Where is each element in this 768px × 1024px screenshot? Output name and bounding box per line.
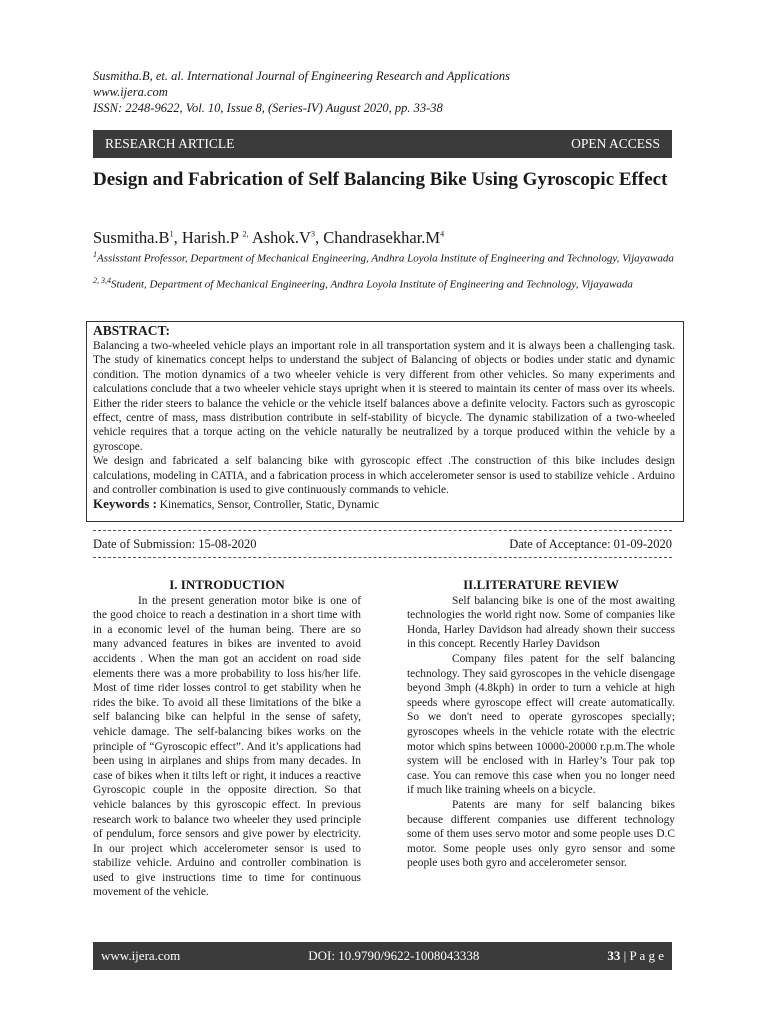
submission-date: Date of Submission: 15-08-2020 — [93, 537, 257, 551]
page-footer — [93, 942, 672, 970]
author-name: Chandrasekhar.M — [323, 228, 441, 247]
author-separator: , — [173, 228, 182, 247]
author-affiliation-mark: 3 — [310, 229, 315, 239]
page-number-value: 33 — [607, 948, 621, 963]
affiliation-mark: 1 — [93, 250, 97, 259]
open-access-label: OPEN ACCESS — [571, 136, 660, 151]
author-separator: , — [314, 228, 324, 247]
dashed-divider — [93, 557, 672, 558]
journal-citation: Susmitha.B, et. al. International Journal of Engineering Research and Applications — [93, 69, 510, 83]
abstract-heading: ABSTRACT: — [93, 323, 171, 338]
literature-review-section — [407, 578, 675, 871]
author-list — [93, 228, 444, 248]
dates-row — [93, 537, 672, 552]
footer-doi: DOI: 10.9790/9622-1008043338 — [308, 948, 480, 963]
dashed-divider — [93, 530, 672, 531]
body-paragraph: Patents are many for self balancing bikes because different companies use different technology some of them uses servo motor and some people uses D.C motor. Some people uses only gyro sensor and some people uses both gyro and accelerometer sensor. — [407, 798, 675, 870]
research-article-label: RESEARCH ARTICLE — [105, 136, 235, 151]
affiliation-text: Assisstant Professor, Department of Mechanical Engineering, Andhra Loyola Institute of Engineering and Technology, Vijayawada — [97, 252, 674, 265]
body-paragraph: Company files patent for the self balancing technology. They said gyroscopes in the vehicle disengage beyond 3mph (4.8kph) in order to turn a vehicle at high speeds where gyroscope effect will create automatically. So we don't need to operate gyroscopes specially; gyroscopes wheels in the vehicle rotate with the electric motor which spins between 10000-20000 r.p.m.The whole system will be enclosed with in Harley’s Tour pak top case. You can remove this case when you no longer need if much like training wheels on a bicycle. — [407, 652, 675, 797]
author-affiliation-mark: 2, — [242, 229, 249, 239]
body-paragraph: Self balancing bike is one of the most awaiting technologies the world right now. Some of companies like Honda, Harley Davidson had already shown their success in this concept. Recently Harley Davidson — [407, 594, 675, 651]
author-name: Ashok.V — [251, 228, 311, 247]
abstract-box — [86, 321, 684, 522]
paper-title: Design and Fabrication of Self Balancing Bike Using Gyroscopic Effect — [93, 169, 668, 190]
section-heading: I. INTRODUCTION — [169, 577, 285, 592]
article-type-banner — [93, 130, 672, 158]
affiliation-text: Student, Department of Mechanical Engineering, Andhra Loyola Institute of Engineering and Technology, Vijayawada — [111, 278, 633, 291]
journal-header — [93, 68, 510, 116]
abstract-paragraph-1: Balancing a two-wheeled vehicle plays an important role in all transportation system and it is always been a challenging task. The study of kinematics concept helps to understand the subject of Balancing of objects or bodies under static and dynamic condition. The motion dynamics of a two wheeler vehicle is very different from other vehicles. So many experiments and calculations conclude that a two wheeler vehicle stays upright when it is steered to maintain its center of mass over its wheels. Either the rider steers to balance the vehicle or the vehicle itself balances above a definite velocity. Factors such as gyroscopic effect, centre of mass, mass distribution contribute in self-stability of bicycle. The dynamic stabilization of a two-wheeled vehicle requires that a torque acting on the vehicle naturally be neutralized by a torque produced within the vehicle by a gyroscope. — [93, 340, 675, 453]
section-heading: II.LITERATURE REVIEW — [463, 577, 619, 592]
journal-issn: ISSN: 2248-9622, Vol. 10, Issue 8, (Series-IV) August 2020, pp. 33-38 — [93, 101, 443, 115]
keywords-list: Kinematics, Sensor, Controller, Static, Dynamic — [159, 499, 380, 512]
author-affiliation-mark: 4 — [440, 229, 445, 239]
abstract-paragraph-2: We design and fabricated a self balancing bike with gyroscopic effect .The construction of this bike includes design calculations, modeling in CATIA, and a fabrication process in which accelerometer sensor is used to stabilize vehicle . Arduino and controller combination is used to give continuously commands to vehicle. — [93, 455, 675, 497]
page-label: | P a g e — [620, 948, 664, 963]
author-affiliation-mark: 1 — [169, 229, 174, 239]
footer-website: www.ijera.com — [101, 948, 181, 963]
author-name: Susmitha.B — [93, 228, 170, 247]
page-number — [607, 948, 664, 964]
author-name: Harish.P — [181, 228, 243, 247]
affiliation-mark: 2, 3,4 — [93, 276, 111, 285]
keywords-line — [93, 497, 675, 512]
affiliation-2 — [93, 274, 683, 292]
affiliation-1 — [93, 248, 683, 266]
keywords-label: Keywords : — [93, 496, 157, 512]
acceptance-date: Date of Acceptance: 01-09-2020 — [509, 537, 672, 551]
introduction-section — [93, 578, 361, 900]
body-paragraph: In the present generation motor bike is one of the good choice to reach a destination in a short time with in a economic level of the human being. There are so many advanced features in bikes are invented to avoid accidents . When the man got an accident on road side elements there was a more probability to loss his/her life. Most of time rider losses control to get stability when he rides the bike. To avoid all these limitations of the bike a self balancing bike can helpful in the sense of safety, vehicle damage. The self-balancing bikes works on the principle of “Gyroscopic effect”. And it’s applications had been using in airplanes and ships from many decades. In case of bikes when it tilts left or right, it induces a reactive Gyroscopic couple in the opposite direction. So that vehicle balances by this gyroscopic effect. In previous research work to balance two wheeler they used principle of pendulum, force sensors and give power by electricity. In our project which accelerometer sensor is used to stabilize vehicle. Arduino and controller combination is used to give instructions time to time for continuous movement of the vehicle. — [93, 594, 361, 899]
journal-website: www.ijera.com — [93, 85, 168, 99]
